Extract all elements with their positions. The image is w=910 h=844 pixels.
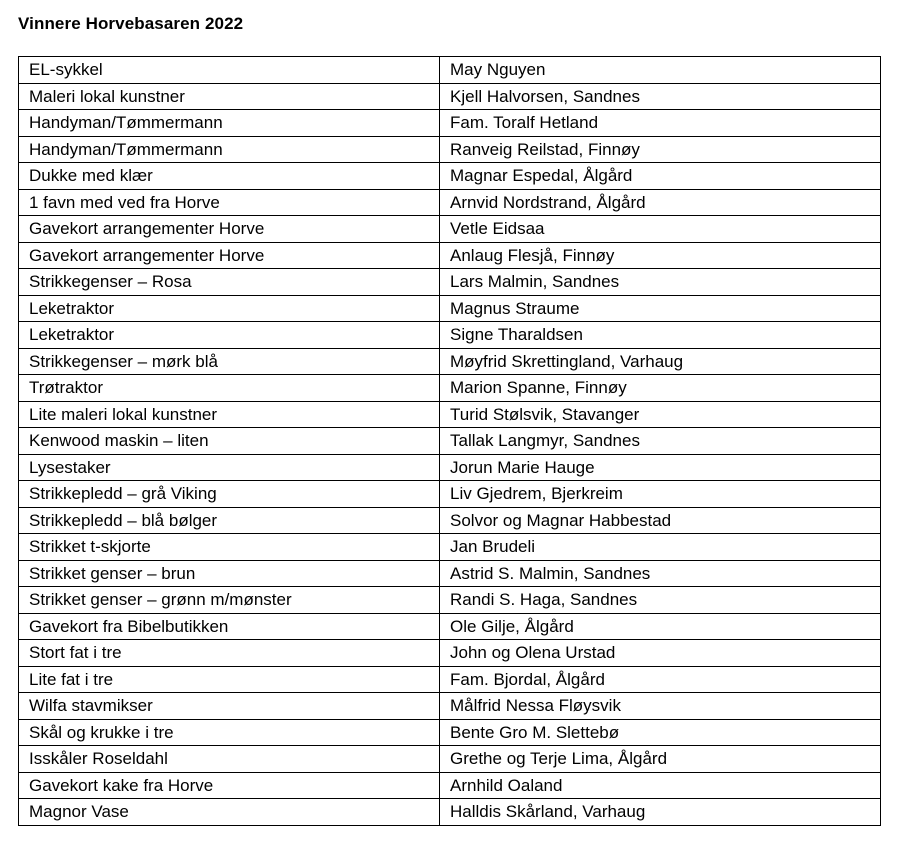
table-row — [19, 269, 881, 296]
winner-cell: Fam. Bjordal, Ålgård — [440, 666, 881, 693]
winner-cell: Grethe og Terje Lima, Ålgård — [440, 746, 881, 773]
winner-cell: Møyfrid Skrettingland, Varhaug — [440, 348, 881, 375]
winners-table-body — [19, 57, 881, 826]
prize-cell: Strikkepledd – blå bølger — [19, 507, 440, 534]
winner-cell: Randi S. Haga, Sandnes — [440, 587, 881, 614]
winner-cell: Ole Gilje, Ålgård — [440, 613, 881, 640]
prize-cell: Strikkegenser – Rosa — [19, 269, 440, 296]
winner-cell: Arnvid Nordstrand, Ålgård — [440, 189, 881, 216]
table-row — [19, 746, 881, 773]
table-row — [19, 375, 881, 402]
page-title: Vinnere Horvebasaren 2022 — [18, 14, 244, 33]
prize-cell: Lite maleri lokal kunstner — [19, 401, 440, 428]
winner-cell: Jorun Marie Hauge — [440, 454, 881, 481]
table-row — [19, 136, 881, 163]
prize-cell: Isskåler Roseldahl — [19, 746, 440, 773]
winner-cell: Vetle Eidsaa — [440, 216, 881, 243]
winner-cell: Lars Malmin, Sandnes — [440, 269, 881, 296]
prize-cell: Maleri lokal kunstner — [19, 83, 440, 110]
winner-cell: Magnus Straume — [440, 295, 881, 322]
table-row — [19, 428, 881, 455]
winner-cell: Anlaug Flesjå, Finnøy — [440, 242, 881, 269]
winner-cell: Turid Stølsvik, Stavanger — [440, 401, 881, 428]
winner-cell: Marion Spanne, Finnøy — [440, 375, 881, 402]
prize-cell: Handyman/Tømmermann — [19, 110, 440, 137]
prize-cell: Wilfa stavmikser — [19, 693, 440, 720]
winner-cell: Bente Gro M. Slettebø — [440, 719, 881, 746]
prize-cell: EL-sykkel — [19, 57, 440, 84]
winner-cell: May Nguyen — [440, 57, 881, 84]
table-row — [19, 640, 881, 667]
table-row — [19, 454, 881, 481]
table-row — [19, 348, 881, 375]
table-row — [19, 83, 881, 110]
table-row — [19, 481, 881, 508]
winner-cell: Liv Gjedrem, Bjerkreim — [440, 481, 881, 508]
table-row — [19, 189, 881, 216]
table-row — [19, 507, 881, 534]
winner-cell: Signe Tharaldsen — [440, 322, 881, 349]
prize-cell: Dukke med klær — [19, 163, 440, 190]
prize-cell: Strikket genser – grønn m/mønster — [19, 587, 440, 614]
prize-cell: Gavekort kake fra Horve — [19, 772, 440, 799]
table-row — [19, 242, 881, 269]
prize-cell: Strikkepledd – grå Viking — [19, 481, 440, 508]
prize-cell: Skål og krukke i tre — [19, 719, 440, 746]
prize-cell: Gavekort arrangementer Horve — [19, 242, 440, 269]
winners-table — [18, 56, 881, 826]
prize-cell: Kenwood maskin – liten — [19, 428, 440, 455]
table-row — [19, 693, 881, 720]
winner-cell: Målfrid Nessa Fløysvik — [440, 693, 881, 720]
prize-cell: Strikket genser – brun — [19, 560, 440, 587]
table-row — [19, 799, 881, 826]
table-row — [19, 772, 881, 799]
table-row — [19, 401, 881, 428]
winner-cell: Fam. Toralf Hetland — [440, 110, 881, 137]
table-row — [19, 719, 881, 746]
table-row — [19, 322, 881, 349]
prize-cell: Magnor Vase — [19, 799, 440, 826]
prize-cell: 1 favn med ved fra Horve — [19, 189, 440, 216]
table-row — [19, 216, 881, 243]
prize-cell: Stort fat i tre — [19, 640, 440, 667]
prize-cell: Lite fat i tre — [19, 666, 440, 693]
winner-cell: Ranveig Reilstad, Finnøy — [440, 136, 881, 163]
prize-cell: Gavekort arrangementer Horve — [19, 216, 440, 243]
prize-cell: Strikkegenser – mørk blå — [19, 348, 440, 375]
winner-cell: Halldis Skårland, Varhaug — [440, 799, 881, 826]
winner-cell: Astrid S. Malmin, Sandnes — [440, 560, 881, 587]
prize-cell: Leketraktor — [19, 322, 440, 349]
prize-cell: Leketraktor — [19, 295, 440, 322]
table-row — [19, 534, 881, 561]
winner-cell: Tallak Langmyr, Sandnes — [440, 428, 881, 455]
table-row — [19, 57, 881, 84]
table-row — [19, 295, 881, 322]
table-row — [19, 163, 881, 190]
table-row — [19, 613, 881, 640]
winner-cell: Arnhild Oaland — [440, 772, 881, 799]
prize-cell: Trøtraktor — [19, 375, 440, 402]
winner-cell: John og Olena Urstad — [440, 640, 881, 667]
winner-cell: Solvor og Magnar Habbestad — [440, 507, 881, 534]
winner-cell: Magnar Espedal, Ålgård — [440, 163, 881, 190]
prize-cell: Strikket t-skjorte — [19, 534, 440, 561]
prize-cell: Gavekort fra Bibelbutikken — [19, 613, 440, 640]
table-row — [19, 666, 881, 693]
prize-cell: Lysestaker — [19, 454, 440, 481]
table-row — [19, 110, 881, 137]
prize-cell: Handyman/Tømmermann — [19, 136, 440, 163]
table-row — [19, 560, 881, 587]
winner-cell: Jan Brudeli — [440, 534, 881, 561]
table-row — [19, 587, 881, 614]
winner-cell: Kjell Halvorsen, Sandnes — [440, 83, 881, 110]
